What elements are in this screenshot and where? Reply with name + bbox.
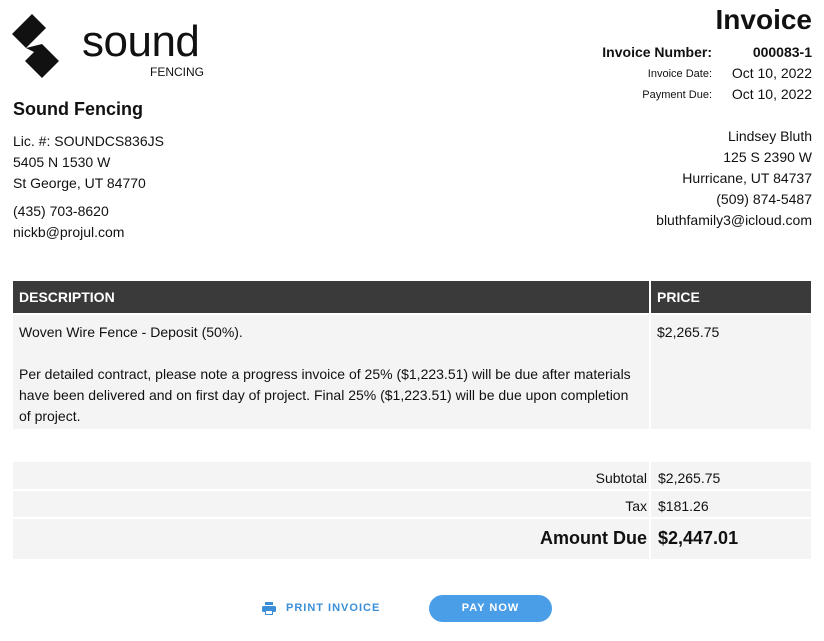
line-item-title: Woven Wire Fence - Deposit (50%). (19, 324, 243, 340)
column-header-price: PRICE (651, 281, 811, 313)
invoice-date: Oct 10, 2022 (731, 65, 812, 81)
client-phone: (509) 874-5487 (716, 191, 812, 207)
amount-due-value: $2,447.01 (658, 528, 739, 548)
tax-row (13, 491, 811, 517)
invoice-title: Invoice (715, 4, 812, 35)
amount-due-row (13, 519, 811, 559)
invoice-number: 000083-1 (752, 44, 812, 60)
line-item-note: Per detailed contract, please note a progress invoice of 25% ($1,223.51) will be due after materials have been delivered and on first day of project. Final 25% ($1,223.51) will be due upon completion of project. (19, 366, 631, 424)
payment-due-date: Oct 10, 2022 (731, 86, 812, 102)
subtotal-value: $2,265.75 (658, 470, 721, 486)
logo-subtitle: FENCING (150, 65, 204, 79)
amount-due-label: Amount Due (540, 528, 647, 548)
subtotal-row (13, 462, 811, 489)
column-header-description: DESCRIPTION (13, 281, 649, 313)
table-row-price: $2,265.75 (651, 315, 811, 429)
company-email[interactable]: nickb@projul.com (13, 224, 125, 240)
subtotal-label: Subtotal (595, 470, 647, 486)
print-invoice-label: PRINT INVOICE (286, 602, 381, 614)
pay-now-button[interactable]: PAY NOW (429, 595, 552, 622)
print-invoice-button[interactable] (262, 598, 380, 618)
logo-wordmark: sound (82, 17, 200, 66)
company-phone: (435) 703-8620 (13, 203, 109, 219)
printer-icon (262, 602, 276, 615)
invoice-number-label: Invoice Number: (602, 44, 712, 60)
table-row-description (13, 315, 649, 429)
tax-value: $181.26 (658, 498, 709, 514)
client-name: Lindsey Bluth (727, 128, 812, 144)
client-address-line1: 125 S 2390 W (723, 149, 812, 165)
company-license: Lic. #: SOUNDCS836JS (13, 133, 164, 149)
logo-mark-icon (12, 14, 62, 78)
company-address-line2: St George, UT 84770 (13, 175, 146, 191)
tax-label: Tax (625, 498, 647, 514)
payment-due-label: Payment Due: (642, 89, 712, 101)
invoice-date-label: Invoice Date: (647, 68, 712, 80)
client-address-line2: Hurricane, UT 84737 (682, 170, 812, 186)
company-address-line1: 5405 N 1530 W (13, 154, 111, 170)
client-email[interactable]: bluthfamily3@icloud.com (656, 212, 812, 228)
company-logo (12, 14, 212, 80)
company-name: Sound Fencing (13, 99, 143, 119)
